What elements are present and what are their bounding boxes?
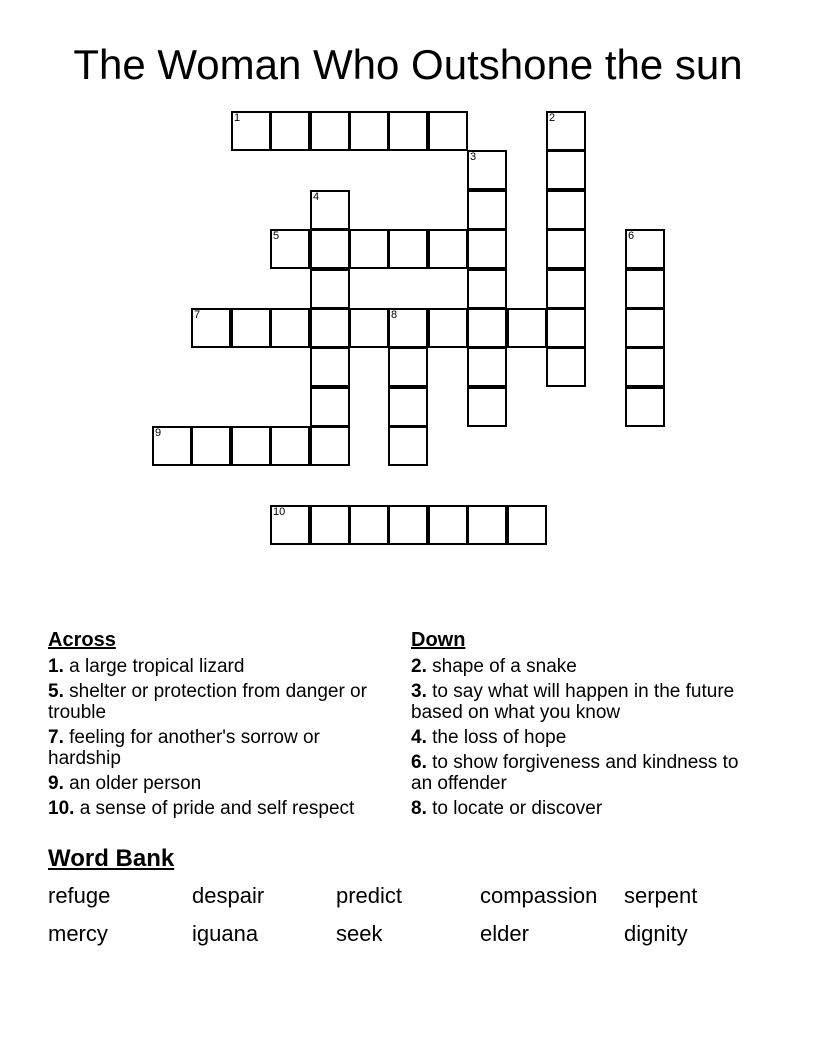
word-bank-item: seek [336,921,383,946]
grid-cell[interactable] [191,308,231,348]
grid-cell[interactable] [310,308,350,348]
grid-cell[interactable] [507,505,547,545]
across-clue [48,727,396,769]
clue-number-label: 10. [48,798,75,819]
clue-number: 4 [313,191,320,203]
clue-number: 5 [273,230,280,242]
grid-cell[interactable] [231,111,271,151]
clue-text: to show forgiveness and kindness to an offender [411,752,739,794]
grid-cell[interactable] [428,308,468,348]
grid-cell[interactable] [546,269,586,309]
grid-cell[interactable] [310,269,350,309]
grid-cell[interactable] [625,229,665,269]
down-heading: Down [411,629,466,651]
grid-cell[interactable] [467,269,507,309]
clue-number: 8 [391,309,398,321]
clue-number: 1 [234,112,241,124]
grid-cell[interactable] [270,111,310,151]
grid-cell[interactable] [546,111,586,151]
word-bank-item: mercy [48,921,108,946]
grid-cell[interactable] [388,111,428,151]
clue-number-label: 2. [411,656,427,677]
clue-number: 9 [155,427,162,439]
grid-cell[interactable] [270,308,310,348]
down-clue [411,798,761,819]
grid-cell[interactable] [546,308,586,348]
grid-cell[interactable] [388,426,428,466]
grid-cell[interactable] [191,426,231,466]
clue-number: 7 [194,309,201,321]
clue-number: 6 [628,230,635,242]
word-bank-item: iguana [192,921,259,946]
word-bank-item: compassion [480,883,598,908]
grid-cell[interactable] [270,505,310,545]
grid-cell[interactable] [152,426,192,466]
grid-cell[interactable] [625,347,665,387]
grid-cell[interactable] [467,505,507,545]
down-clue [411,681,761,723]
clue-number-label: 6. [411,752,427,773]
word-bank-item: refuge [48,883,111,908]
clue-number-label: 4. [411,727,427,748]
grid-cell[interactable] [546,190,586,230]
across-clue [48,773,396,794]
grid-cell[interactable] [388,387,428,427]
down-clue-list [411,656,761,819]
word-bank-item: despair [192,883,265,908]
grid-cell[interactable] [310,387,350,427]
clue-number-label: 9. [48,773,64,794]
across-clues [48,628,396,823]
down-clue [411,752,761,794]
word-bank-item: predict [336,883,403,908]
word-bank-item: elder [480,921,529,946]
grid-cell[interactable] [388,229,428,269]
grid-cell[interactable] [428,229,468,269]
across-clue [48,798,396,819]
clue-text: to locate or discover [426,798,603,819]
grid-cell[interactable] [546,347,586,387]
grid-cell[interactable] [467,387,507,427]
clue-text: shelter or protection from danger or trouble [48,681,367,723]
grid-cell[interactable] [270,426,310,466]
grid-cell[interactable] [349,308,389,348]
grid-cell[interactable] [546,150,586,190]
across-heading: Across [48,629,116,651]
grid-cell[interactable] [310,347,350,387]
clue-text: shape of a snake [426,656,577,677]
clue-number: 3 [470,151,477,163]
grid-cell[interactable] [507,308,547,348]
clue-text: the loss of hope [426,727,567,748]
grid-cell[interactable] [388,347,428,387]
grid-cell[interactable] [349,505,389,545]
down-clue [411,656,761,677]
grid-cell[interactable] [349,229,389,269]
grid-cell[interactable] [388,505,428,545]
grid-cell[interactable] [467,150,507,190]
grid-cell[interactable] [467,190,507,230]
grid-cell[interactable] [467,229,507,269]
clue-number-label: 3. [411,681,427,702]
grid-cell[interactable] [625,269,665,309]
grid-cell[interactable] [428,505,468,545]
down-clue [411,727,761,748]
grid-cell[interactable] [428,111,468,151]
across-clue-list [48,656,396,819]
down-clues [411,628,761,823]
clue-text: a sense of pride and self respect [74,798,355,819]
clue-number: 2 [549,112,556,124]
grid-cell[interactable] [625,308,665,348]
grid-cell[interactable] [388,308,428,348]
clue-number: 10 [273,506,286,518]
word-bank-heading: Word Bank [48,845,175,872]
grid-cell[interactable] [467,347,507,387]
clue-text: an older person [63,773,202,794]
grid-cell[interactable] [349,111,389,151]
puzzle-title: The Woman Who Outshone the sun [73,41,743,88]
word-bank-item: serpent [624,883,698,908]
grid-cell[interactable] [546,229,586,269]
grid-cell[interactable] [231,426,271,466]
clue-number-label: 8. [411,798,427,819]
word-bank [48,844,768,958]
grid-cell[interactable] [310,229,350,269]
clue-text: to say what will happen in the future based on what you know [411,681,735,723]
grid-cell[interactable] [625,387,665,427]
grid-cell[interactable] [310,190,350,230]
grid-cell[interactable] [467,308,507,348]
grid-cell[interactable] [310,426,350,466]
clue-number-label: 7. [48,727,64,748]
word-bank-list [48,882,768,958]
across-clue [48,656,396,677]
grid-cell[interactable] [231,308,271,348]
clue-number-label: 1. [48,656,64,677]
word-bank-item: dignity [624,921,688,946]
grid-cell[interactable] [310,505,350,545]
clue-text: a large tropical lizard [63,656,245,677]
across-clue [48,681,396,723]
clue-text: feeling for another's sorrow or hardship [48,727,320,769]
clue-number-label: 5. [48,681,64,702]
grid-cell[interactable] [310,111,350,151]
grid-cell[interactable] [270,229,310,269]
